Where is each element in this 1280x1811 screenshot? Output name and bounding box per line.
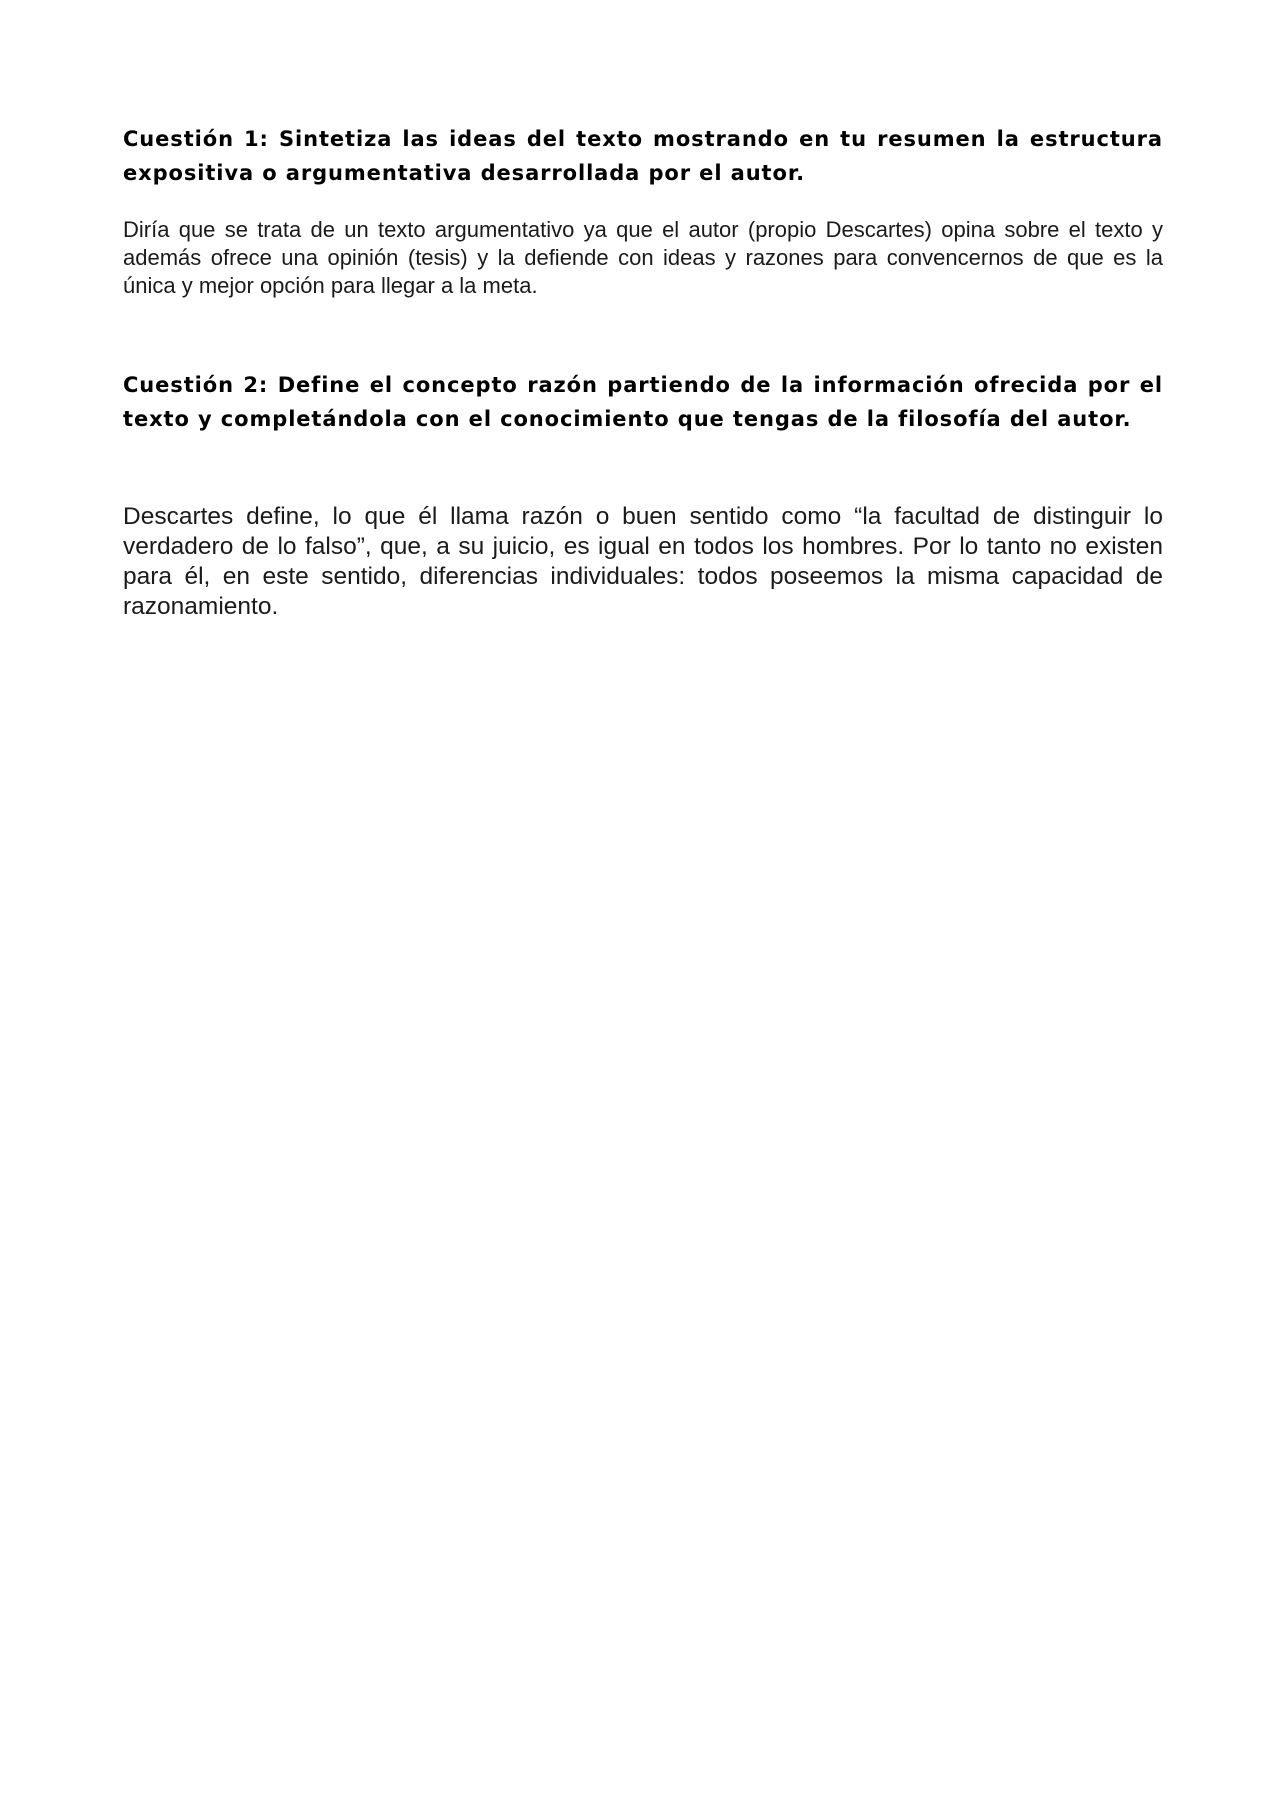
answer-2-paragraph: Descartes define, lo que él llama razón o buen sentido como “la facultad de distinguir lo verdadero de lo falso”, que, a su juicio, es igual en todos los hombres. Por lo tanto no existen para él, en este sentido, diferencias individuales: todos poseemos la misma capacidad de razonamiento. [123,503,1163,620]
question-2-heading: Cuestión 2: Define el concepto razón partiendo de la información ofrecida por el texto y completándola con el conocimiento que tengas de la filosofía del autor. [123,373,1163,431]
question-1-heading: Cuestión 1: Sintetiza las ideas del texto mostrando en tu resumen la estructura expositiva o argumentativa desarrollada por el autor. [123,127,1163,185]
answer-1-paragraph: Diría que se trata de un texto argumentativo ya que el autor (propio Descartes) opina sobre el texto y además ofrece una opinión (tesis) y la defiende con ideas y razones para convencernos de que es la única y mejor opción para llegar a la meta. [123,217,1163,298]
